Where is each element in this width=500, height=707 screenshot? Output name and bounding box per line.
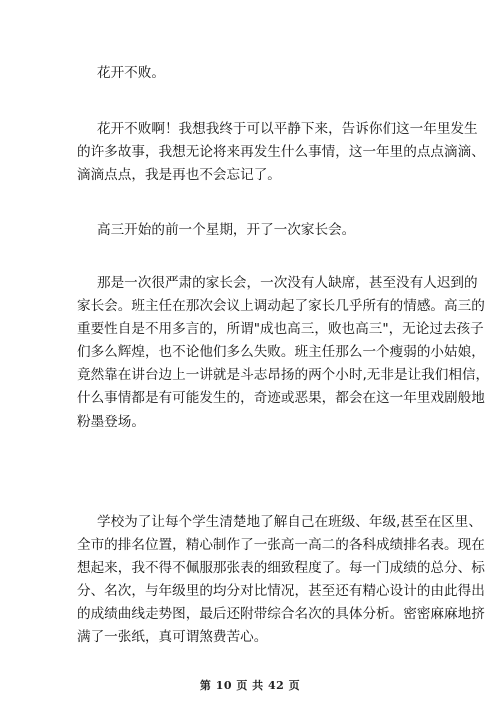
text-line: 家长会。班主任在那次会议上调动起了家长几乎所有的情感。高三的 [77, 298, 485, 315]
text-line: 想起来，我不得不佩服那张表的细致程度了。每一门成绩的总分、标 [77, 560, 485, 577]
paragraph-4 [77, 272, 490, 434]
text-line: 重要性自是不用多言的，所谓"成也高三，败也高三"，无论过去孩子 [77, 321, 484, 338]
text-line: 的许多故事，我想无论将来再发生什么事情，这一年里的点点滴滴、 [77, 144, 485, 161]
text-line: 滴滴点点，我是再也不会忘记了。 [77, 167, 281, 184]
text-line: 们多么辉煌，也不论他们多么失败。班主任那么一个瘦弱的小姑娘， [77, 344, 485, 361]
text-line: 那是一次很严肃的家长会，一次没有人缺席，甚至没有人迟到的 [97, 275, 478, 291]
text-line: 花开不败啊！我想我终于可以平静下来，告诉你们这一年里发生 [97, 121, 478, 137]
text-line: 花开不败。 [97, 65, 165, 81]
text-line: 什么事情都是有可能发生的，奇迹或恶果，都会在这一年里戏剧般地 [77, 390, 485, 407]
text-line: 满了一张纸，真可谓煞费苦心。 [77, 629, 268, 646]
paragraph-1 [77, 62, 435, 85]
paragraph-2 [77, 118, 485, 187]
text-line: 竟然靠在讲台边上一讲就是斗志昂扬的两个小时,无非是让我们相信， [77, 367, 490, 384]
paragraph-3 [77, 219, 435, 242]
text-line: 的成绩曲线走势图，最后还附带综合名次的具体分析。密密麻麻地挤 [77, 606, 485, 623]
text-line: 全市的排名位置，精心制作了一张高一高二的各科成绩排名表。现在 [77, 537, 485, 554]
text-line: 高三开始的前一个星期，开了一次家长会。 [97, 222, 356, 238]
text-line: 分、名次，与年级里的均分对比情况，甚至还有精心设计的由此得出 [77, 583, 485, 600]
page-footer: 第 10 页 共 42 页 [199, 679, 301, 692]
text-line: 学校为了让每个学生清楚地了解自己在班级、年级,甚至在区里、 [97, 514, 482, 530]
paragraph-5 [77, 511, 485, 650]
text-line: 粉墨登场。 [77, 413, 145, 430]
